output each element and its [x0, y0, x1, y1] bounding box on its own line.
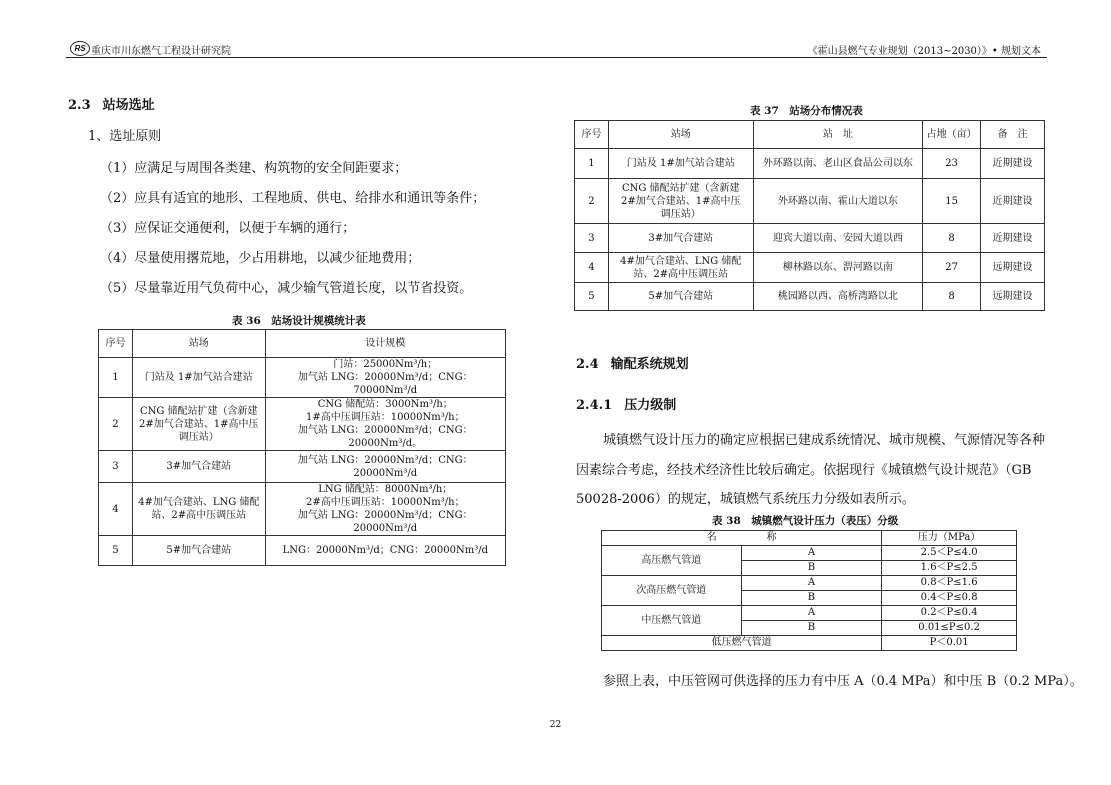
cell-scale: 加气站 LNG：20000Nm³/d；CNG：20000Nm³/d	[265, 451, 505, 483]
body-paragraph-line: 因素综合考虑，经技术经济性比较后确定。依据现行《城镇燃气设计规范》（GB	[576, 463, 1032, 478]
table-header: 压力（MPa）	[882, 531, 1017, 546]
section-heading-2-4	[576, 353, 689, 372]
table38	[601, 530, 1017, 651]
table-row	[575, 283, 1045, 311]
company-logo: RS	[70, 41, 90, 56]
cell-no: 3	[575, 224, 609, 253]
cell-station: 门站及 1#加气站合建站	[608, 149, 753, 179]
cell-no: 1	[99, 358, 133, 398]
cell-station: CNG 储配站扩建（含新建 2#加气合建站、1#高中压 调压站）	[608, 179, 753, 224]
body-paragraph-line: 城镇燃气设计压力的确定应根据已建成系统情况、城市规模、气源情况等各种	[603, 433, 1046, 448]
table-row	[99, 483, 506, 536]
table-header: 设计规模	[265, 330, 505, 358]
header-org: 重庆市川东燃气工程设计研究院	[91, 46, 231, 57]
table-row	[602, 606, 1017, 621]
cell-site: 外环路以南、霍山大道以东	[753, 179, 923, 224]
cell-station: 3#加气合建站	[132, 451, 265, 483]
table-header: 站 址	[753, 121, 923, 149]
principle-item: （4）尽量使用撂荒地，少占用耕地，以减少征地费用；	[100, 251, 421, 266]
cell-grade: A	[741, 546, 882, 561]
cell-scale: 门站：25000Nm³/h； 加气站 LNG：20000Nm³/d；CNG：70000Nm³/d	[265, 358, 505, 398]
cell-no: 4	[575, 253, 609, 283]
cell-note: 近期建设	[981, 179, 1045, 224]
cell-no: 5	[575, 283, 609, 311]
table38-caption: 表 38 城镇燃气设计压力（表压）分级	[712, 515, 899, 527]
section-heading-2-4-1	[576, 394, 676, 413]
cell-grade: A	[741, 606, 882, 621]
cell-station: 4#加气合建站、LNG 储配 站、2#高中压调压站	[132, 483, 265, 536]
cell-pipe-class: 高压燃气管道	[602, 546, 742, 576]
cell-note: 远期建设	[981, 253, 1045, 283]
cell-pressure: P＜0.01	[882, 636, 1017, 651]
cell-pressure: 2.5＜P≤4.0	[882, 546, 1017, 561]
cell-area: 8	[923, 224, 981, 253]
page-number: 22	[549, 720, 562, 730]
cell-no: 3	[99, 451, 133, 483]
cell-station: 3#加气合建站	[608, 224, 753, 253]
header-rule	[66, 57, 1047, 58]
cell-area: 27	[923, 253, 981, 283]
cell-station: 门站及 1#加气站合建站	[132, 358, 265, 398]
table-row	[575, 224, 1045, 253]
table-header: 序号	[99, 330, 133, 358]
table36	[98, 329, 506, 566]
cell-scale: LNG 储配站：8000Nm³/h； 2#高中压调压站：10000Nm³/h； 加气站 LNG：20000Nm³/d；CNG：20000Nm³/d	[265, 483, 505, 536]
cell-site: 桃园路以西、高桥湾路以北	[753, 283, 923, 311]
section-heading-2-3	[68, 94, 155, 113]
section-title: 站场选址	[102, 98, 155, 113]
table-row	[602, 636, 1017, 651]
cell-no: 2	[575, 179, 609, 224]
body-paragraph-line: 50028-2006）的规定，城镇燃气系统压力分级如表所示。	[576, 492, 915, 507]
table37	[574, 120, 1045, 311]
cell-grade: A	[741, 576, 882, 591]
cell-area: 8	[923, 283, 981, 311]
principle-item: （1）应满足与周围各类建、构筑物的安全间距要求；	[100, 161, 408, 176]
cell-station: 5#加气合建站	[608, 283, 753, 311]
cell-note: 远期建设	[981, 283, 1045, 311]
table-row	[99, 398, 506, 451]
table-header: 站场	[132, 330, 265, 358]
table-header: 占地（亩）	[923, 121, 981, 149]
cell-note: 近期建设	[981, 224, 1045, 253]
section-title: 压力级制	[624, 398, 677, 413]
header-doc-title: 《霍山县燃气专业规划（2013~2030）》• 规划文本	[807, 46, 1041, 57]
body-paragraph-line: 参照上表，中压管网可供选择的压力有中压 A（0.4 MPa）和中压 B（0.2 MPa）。	[603, 674, 1083, 689]
cell-pressure: 0.01≤P≤0.2	[882, 621, 1017, 636]
cell-pipe-class: 次高压燃气管道	[602, 576, 742, 606]
cell-no: 1	[575, 149, 609, 179]
table-header: 备 注	[981, 121, 1045, 149]
cell-station: 5#加气合建站	[132, 536, 265, 566]
principle-item: （5）尽量靠近用气负荷中心，减少输气管道长度，以节省投资。	[100, 281, 473, 296]
section-number: 2.3	[68, 98, 91, 113]
cell-pipe-class: 低压燃气管道	[602, 636, 882, 651]
table-row	[99, 358, 506, 398]
cell-pressure: 0.8＜P≤1.6	[882, 576, 1017, 591]
cell-pressure: 0.4＜P≤0.8	[882, 591, 1017, 606]
table-header: 站场	[608, 121, 753, 149]
table36-caption: 表 36 站场设计规模统计表	[232, 315, 366, 327]
table-header: 序号	[575, 121, 609, 149]
cell-no: 5	[99, 536, 133, 566]
table-header: 名 称	[602, 531, 882, 546]
cell-scale: CNG 储配站：3000Nm³/h； 1#高中压调压站：10000Nm³/h； 加气站 LNG：20000Nm³/d；CNG：20000Nm³/d。	[265, 398, 505, 451]
table-row	[99, 536, 506, 566]
table-row	[602, 576, 1017, 591]
cell-pressure: 1.6＜P≤2.5	[882, 561, 1017, 576]
section-number: 2.4	[576, 357, 599, 372]
cell-grade: B	[741, 561, 882, 576]
table-row	[575, 149, 1045, 179]
principle-title: 1、选址原则	[88, 129, 162, 144]
cell-area: 15	[923, 179, 981, 224]
table37-caption: 表 37 站场分布情况表	[750, 105, 863, 117]
principle-item: （3）应保证交通便利，以便于车辆的通行；	[100, 221, 356, 236]
cell-grade: B	[741, 621, 882, 636]
cell-no: 4	[99, 483, 133, 536]
table-row	[99, 451, 506, 483]
cell-grade: B	[741, 591, 882, 606]
cell-station: CNG 储配站扩建（含新建 2#加气合建站、1#高中压 调压站）	[132, 398, 265, 451]
cell-station: 4#加气合建站、LNG 储配 站、2#高中压调压站	[608, 253, 753, 283]
section-number: 2.4.1	[576, 398, 613, 413]
table-row	[602, 546, 1017, 561]
table-row	[575, 179, 1045, 224]
cell-site: 柳林路以东、淠河路以南	[753, 253, 923, 283]
section-title: 输配系统规划	[610, 357, 689, 372]
cell-scale: LNG：20000Nm³/d；CNG：20000Nm³/d	[265, 536, 505, 566]
cell-no: 2	[99, 398, 133, 451]
cell-area: 23	[923, 149, 981, 179]
cell-pressure: 0.2＜P≤0.4	[882, 606, 1017, 621]
table-row	[575, 253, 1045, 283]
cell-note: 近期建设	[981, 149, 1045, 179]
cell-site: 外环路以南、老山区食品公司以东	[753, 149, 923, 179]
cell-pipe-class: 中压燃气管道	[602, 606, 742, 636]
cell-site: 迎宾大道以南、安园大道以西	[753, 224, 923, 253]
principle-item: （2）应具有适宜的地形、工程地质、供电、给排水和通讯等条件；	[100, 191, 486, 206]
